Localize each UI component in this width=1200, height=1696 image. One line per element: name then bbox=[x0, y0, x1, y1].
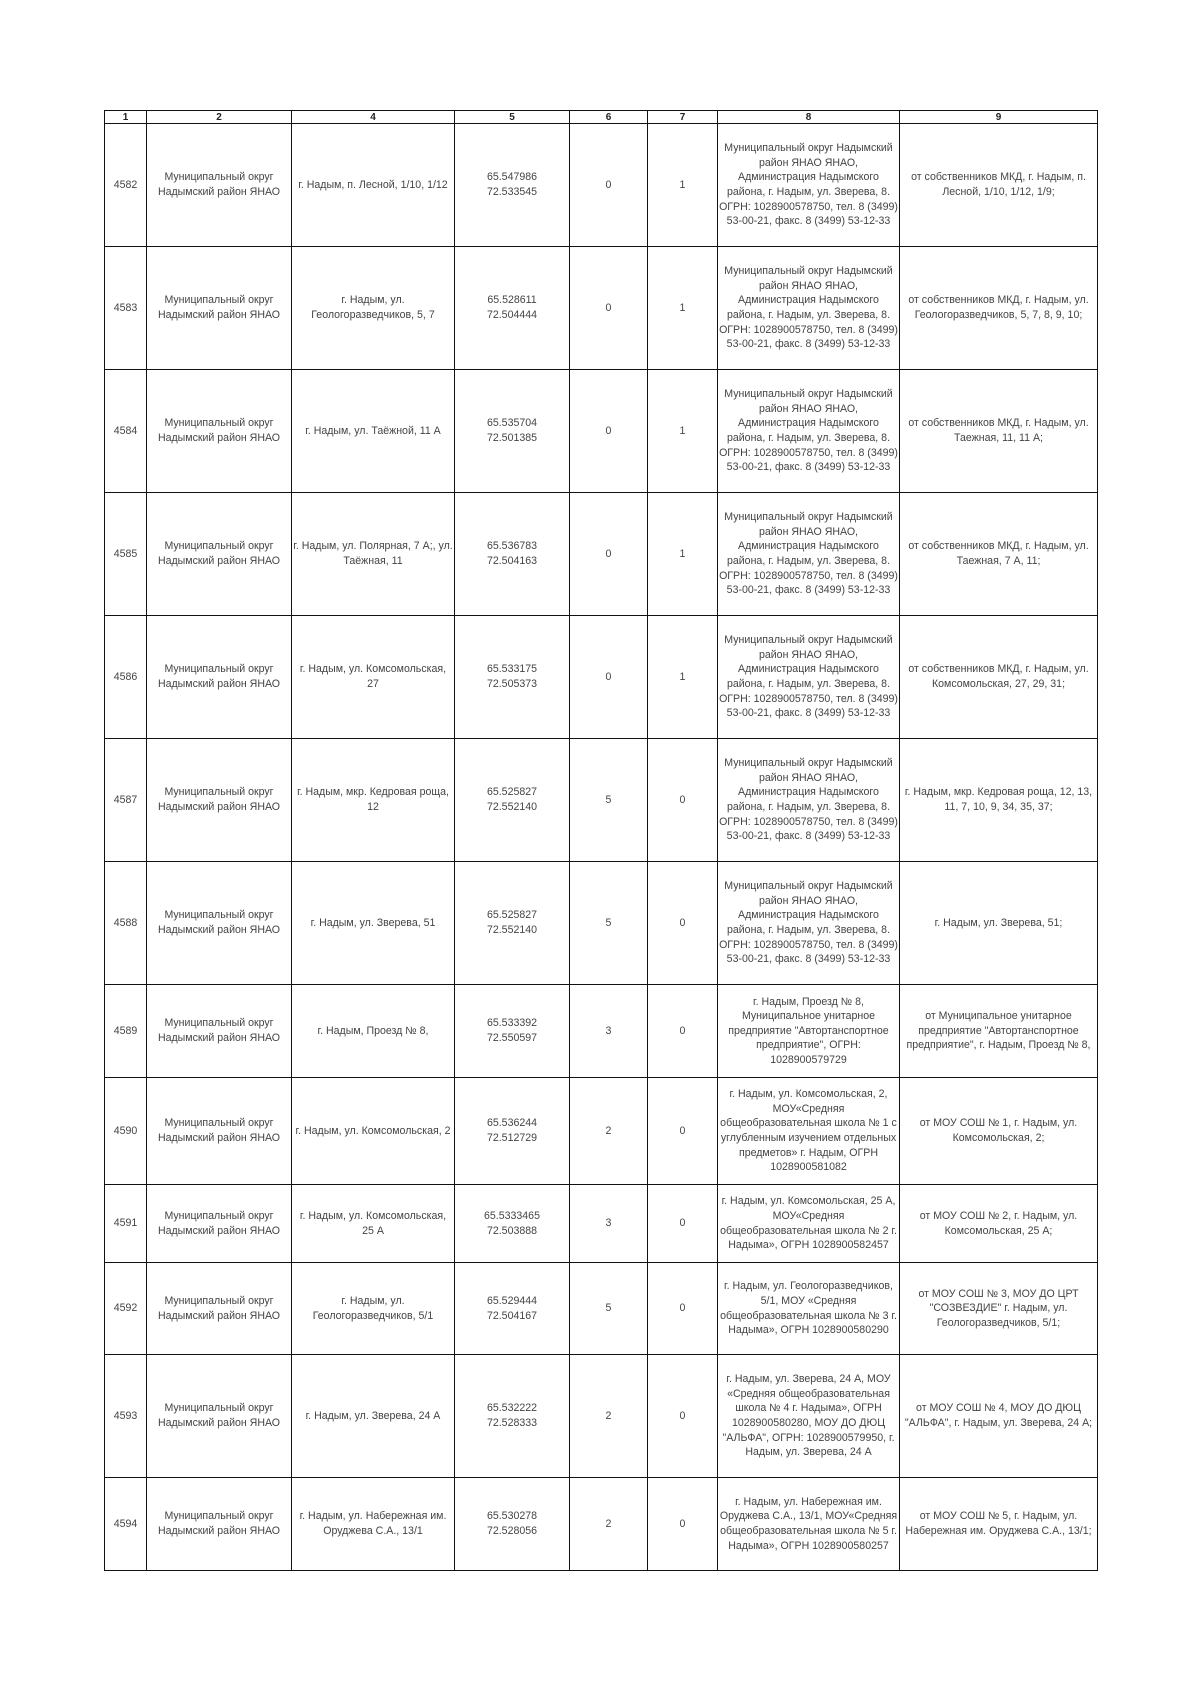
longitude-value: 72.528056 bbox=[486, 1525, 538, 1537]
table-row bbox=[105, 862, 1098, 985]
column-6-cell: 5 bbox=[570, 862, 648, 985]
latitude-value: 65.535704 bbox=[486, 417, 538, 430]
column-6-cell: 5 bbox=[570, 1263, 648, 1355]
region-cell: Муниципальный округ Надымский район ЯНАО bbox=[147, 616, 292, 739]
source-cell: от МОУ СОШ № 4, МОУ ДО ДЮЦ "АЛЬФА", г. Надым, ул. Зверева, 24 А; bbox=[900, 1355, 1098, 1478]
coordinates-cell bbox=[455, 247, 570, 370]
longitude-value: 72.504163 bbox=[486, 555, 538, 567]
column-7-cell: 0 bbox=[648, 1355, 718, 1478]
latitude-value: 65.525827 bbox=[486, 786, 538, 799]
region-cell: Муниципальный округ Надымский район ЯНАО bbox=[147, 1355, 292, 1478]
region-cell: Муниципальный округ Надымский район ЯНАО bbox=[147, 247, 292, 370]
owner-cell: г. Надым, Проезд № 8, Муниципальное унитарное предприятие "Автортанспортное предприятие", ОГРН: 1028900579729 bbox=[718, 985, 900, 1078]
owner-cell: г. Надым, ул. Комсомольская, 2, МОУ«Средняя общеобразовательная школа № 1 с углубленным изучением отдельных предметов» г. Надым, ОГРН 1028900581082 bbox=[718, 1078, 900, 1185]
coordinates-cell bbox=[455, 862, 570, 985]
region-cell: Муниципальный округ Надымский район ЯНАО bbox=[147, 124, 292, 247]
column-7-cell: 1 bbox=[648, 370, 718, 493]
owner-cell: г. Надым, ул. Зверева, 24 А, МОУ «Средняя общеобразовательная школа № 4 г. Надыма», ОГРН 1028900580280, МОУ ДО ДЮЦ "АЛЬФА", ОГРН: 1028900579950, г. Надым, ул. Зверева, 24 А bbox=[718, 1355, 900, 1478]
coordinates-cell bbox=[455, 739, 570, 862]
region-cell: Муниципальный округ Надымский район ЯНАО bbox=[147, 1185, 292, 1263]
region-cell: Муниципальный округ Надымский район ЯНАО bbox=[147, 739, 292, 862]
coordinates-cell bbox=[455, 124, 570, 247]
longitude-value: 72.552140 bbox=[486, 801, 538, 813]
table-row bbox=[105, 247, 1098, 370]
column-7-cell: 0 bbox=[648, 985, 718, 1078]
column-header: 7 bbox=[648, 111, 718, 124]
coordinates-cell bbox=[455, 1355, 570, 1478]
address-cell: г. Надым, Проезд № 8, bbox=[292, 985, 455, 1078]
address-cell: г. Надым, ул. Зверева, 24 А bbox=[292, 1355, 455, 1478]
column-7-cell: 0 bbox=[648, 862, 718, 985]
owner-cell: Муниципальный округ Надымский район ЯНАО ЯНАО, Администрация Надымского района, г. Надым, ул. Зверева, 8. ОГРН: 1028900578750, тел. 8 (3499) 53-00-21, факс. 8 (3499) 53-12-33 bbox=[718, 247, 900, 370]
owner-cell: г. Надым, ул. Набережная им. Оруджева С.А., 13/1, МОУ«Средняя общеобразовательная школа № 5 г. Надыма», ОГРН 1028900580257 bbox=[718, 1478, 900, 1571]
coordinates-cell bbox=[455, 1185, 570, 1263]
table-row bbox=[105, 493, 1098, 616]
column-7-cell: 0 bbox=[648, 1078, 718, 1185]
latitude-value: 65.536783 bbox=[486, 540, 538, 553]
record-id-cell: 4587 bbox=[105, 739, 147, 862]
table-body bbox=[105, 124, 1098, 1571]
address-cell: г. Надым, ул. Полярная, 7 А;, ул. Таёжная, 11 bbox=[292, 493, 455, 616]
column-7-cell: 1 bbox=[648, 247, 718, 370]
longitude-value: 72.552140 bbox=[486, 924, 538, 936]
latitude-value: 65.532222 bbox=[486, 1402, 538, 1415]
address-cell: г. Надым, ул. Таёжной, 11 А bbox=[292, 370, 455, 493]
latitude-value: 65.529444 bbox=[486, 1294, 538, 1307]
record-id-cell: 4584 bbox=[105, 370, 147, 493]
column-6-cell: 0 bbox=[570, 124, 648, 247]
longitude-value: 72.550597 bbox=[486, 1032, 538, 1044]
column-6-cell: 0 bbox=[570, 493, 648, 616]
column-number-row bbox=[105, 111, 1098, 124]
region-cell: Муниципальный округ Надымский район ЯНАО bbox=[147, 370, 292, 493]
longitude-value: 72.503888 bbox=[486, 1224, 538, 1237]
source-cell: от МОУ СОШ № 5, г. Надым, ул. Набережная им. Оруджева С.А., 13/1; bbox=[900, 1478, 1098, 1571]
column-header: 1 bbox=[105, 111, 147, 124]
longitude-value: 72.504167 bbox=[486, 1309, 538, 1322]
latitude-value: 65.533392 bbox=[486, 1017, 538, 1030]
source-cell: от МОУ СОШ № 1, г. Надым, ул. Комсомольская, 2; bbox=[900, 1078, 1098, 1185]
latitude-value: 65.530278 bbox=[486, 1510, 538, 1523]
record-id-cell: 4591 bbox=[105, 1185, 147, 1263]
longitude-value: 72.504444 bbox=[486, 309, 538, 321]
table-row bbox=[105, 1263, 1098, 1355]
column-6-cell: 3 bbox=[570, 1185, 648, 1263]
region-cell: Муниципальный округ Надымский район ЯНАО bbox=[147, 862, 292, 985]
source-cell: г. Надым, ул. Зверева, 51; bbox=[900, 862, 1098, 985]
column-7-cell: 0 bbox=[648, 1185, 718, 1263]
column-header: 8 bbox=[718, 111, 900, 124]
region-cell: Муниципальный округ Надымский район ЯНАО bbox=[147, 1078, 292, 1185]
coordinates-cell bbox=[455, 616, 570, 739]
region-cell: Муниципальный округ Надымский район ЯНАО bbox=[147, 1478, 292, 1571]
longitude-value: 72.501385 bbox=[486, 432, 538, 444]
address-cell: г. Надым, ул. Комсомольская, 2 bbox=[292, 1078, 455, 1185]
owner-cell: Муниципальный округ Надымский район ЯНАО ЯНАО, Администрация Надымского района, г. Надым, ул. Зверева, 8. ОГРН: 1028900578750, тел. 8 (3499) 53-00-21, факс. 8 (3499) 53-12-33 bbox=[718, 493, 900, 616]
record-id-cell: 4583 bbox=[105, 247, 147, 370]
table-row bbox=[105, 124, 1098, 247]
longitude-value: 72.528333 bbox=[486, 1417, 538, 1429]
table-row bbox=[105, 1478, 1098, 1571]
owner-cell: Муниципальный округ Надымский район ЯНАО ЯНАО, Администрация Надымского района, г. Надым, ул. Зверева, 8. ОГРН: 1028900578750, тел. 8 (3499) 53-00-21, факс. 8 (3499) 53-12-33 bbox=[718, 862, 900, 985]
column-6-cell: 2 bbox=[570, 1355, 648, 1478]
longitude-value: 72.505373 bbox=[486, 678, 538, 690]
address-cell: г. Надым, ул. Геологоразведчиков, 5/1 bbox=[292, 1263, 455, 1355]
column-7-cell: 1 bbox=[648, 124, 718, 247]
coordinates-cell bbox=[455, 493, 570, 616]
column-6-cell: 5 bbox=[570, 739, 648, 862]
record-id-cell: 4593 bbox=[105, 1355, 147, 1478]
source-cell: г. Надым, мкр. Кедровая роща, 12, 13, 11, 7, 10, 9, 34, 35, 37; bbox=[900, 739, 1098, 862]
record-id-cell: 4589 bbox=[105, 985, 147, 1078]
latitude-value: 65.528611 bbox=[487, 294, 537, 307]
table-row bbox=[105, 616, 1098, 739]
column-7-cell: 1 bbox=[648, 493, 718, 616]
address-cell: г. Надым, ул. Геологоразведчиков, 5, 7 bbox=[292, 247, 455, 370]
column-6-cell: 2 bbox=[570, 1078, 648, 1185]
source-cell: от собственников МКД, г. Надым, ул. Таежная, 11, 11 А; bbox=[900, 370, 1098, 493]
column-6-cell: 3 bbox=[570, 985, 648, 1078]
coordinates-cell bbox=[455, 985, 570, 1078]
latitude-value: 65.5333465 bbox=[484, 1209, 540, 1222]
column-7-cell: 0 bbox=[648, 739, 718, 862]
record-id-cell: 4588 bbox=[105, 862, 147, 985]
source-cell: от МОУ СОШ № 2, г. Надым, ул. Комсомольская, 25 А; bbox=[900, 1185, 1098, 1263]
record-id-cell: 4590 bbox=[105, 1078, 147, 1185]
region-cell: Муниципальный округ Надымский район ЯНАО bbox=[147, 1263, 292, 1355]
address-cell: г. Надым, ул. Комсомольская, 25 А bbox=[292, 1185, 455, 1263]
registry-table bbox=[104, 110, 1098, 1571]
latitude-value: 65.547986 bbox=[486, 171, 538, 184]
column-7-cell: 0 bbox=[648, 1478, 718, 1571]
column-7-cell: 1 bbox=[648, 616, 718, 739]
source-cell: от собственников МКД, г. Надым, ул. Геологоразведчиков, 5, 7, 8, 9, 10; bbox=[900, 247, 1098, 370]
latitude-value: 65.525827 bbox=[486, 909, 538, 922]
source-cell: от собственников МКД, г. Надым, ул. Комсомольская, 27, 29, 31; bbox=[900, 616, 1098, 739]
table-row bbox=[105, 1185, 1098, 1263]
coordinates-cell bbox=[455, 1478, 570, 1571]
column-7-cell: 0 bbox=[648, 1263, 718, 1355]
column-6-cell: 0 bbox=[570, 247, 648, 370]
table-row bbox=[105, 985, 1098, 1078]
owner-cell: Муниципальный округ Надымский район ЯНАО ЯНАО, Администрация Надымского района, г. Надым, ул. Зверева, 8. ОГРН: 1028900578750, тел. 8 (3499) 53-00-21, факс. 8 (3499) 53-12-33 bbox=[718, 739, 900, 862]
table-row bbox=[105, 1078, 1098, 1185]
latitude-value: 65.536244 bbox=[486, 1117, 538, 1130]
column-6-cell: 0 bbox=[570, 616, 648, 739]
source-cell: от собственников МКД, г. Надым, п. Лесной, 1/10, 1/12, 1/9; bbox=[900, 124, 1098, 247]
record-id-cell: 4592 bbox=[105, 1263, 147, 1355]
address-cell: г. Надым, п. Лесной, 1/10, 1/12 bbox=[292, 124, 455, 247]
owner-cell: г. Надым, ул. Геологоразведчиков, 5/1, МОУ «Средняя общеобразовательная школа № 3 г. Надыма», ОГРН 1028900580290 bbox=[718, 1263, 900, 1355]
column-header: 2 bbox=[147, 111, 292, 124]
column-header: 5 bbox=[455, 111, 570, 124]
region-cell: Муниципальный округ Надымский район ЯНАО bbox=[147, 493, 292, 616]
source-cell: от собственников МКД, г. Надым, ул. Таежная, 7 А, 11; bbox=[900, 493, 1098, 616]
column-6-cell: 2 bbox=[570, 1478, 648, 1571]
source-cell: от МОУ СОШ № 3, МОУ ДО ЦРТ "СОЗВЕЗДИЕ" г. Надым, ул. Геологоразведчиков, 5/1; bbox=[900, 1263, 1098, 1355]
coordinates-cell bbox=[455, 370, 570, 493]
owner-cell: Муниципальный округ Надымский район ЯНАО ЯНАО, Администрация Надымского района, г. Надым, ул. Зверева, 8. ОГРН: 1028900578750, тел. 8 (3499) 53-00-21, факс. 8 (3499) 53-12-33 bbox=[718, 370, 900, 493]
owner-cell: Муниципальный округ Надымский район ЯНАО ЯНАО, Администрация Надымского района, г. Надым, ул. Зверева, 8. ОГРН: 1028900578750, тел. 8 (3499) 53-00-21, факс. 8 (3499) 53-12-33 bbox=[718, 124, 900, 247]
source-cell: от Муниципальное унитарное предприятие "Автортанспортное предприятие", г. Надым, Проезд № 8, bbox=[900, 985, 1098, 1078]
region-cell: Муниципальный округ Надымский район ЯНАО bbox=[147, 985, 292, 1078]
longitude-value: 72.512729 bbox=[486, 1132, 538, 1144]
table-row bbox=[105, 739, 1098, 862]
column-header: 9 bbox=[900, 111, 1098, 124]
record-id-cell: 4586 bbox=[105, 616, 147, 739]
address-cell: г. Надым, мкр. Кедровая роща, 12 bbox=[292, 739, 455, 862]
record-id-cell: 4582 bbox=[105, 124, 147, 247]
owner-cell: Муниципальный округ Надымский район ЯНАО ЯНАО, Администрация Надымского района, г. Надым, ул. Зверева, 8. ОГРН: 1028900578750, тел. 8 (3499) 53-00-21, факс. 8 (3499) 53-12-33 bbox=[718, 616, 900, 739]
column-header: 4 bbox=[292, 111, 455, 124]
address-cell: г. Надым, ул. Комсомольская, 27 bbox=[292, 616, 455, 739]
column-header: 6 bbox=[570, 111, 648, 124]
address-cell: г. Надым, ул. Набережная им. Оруджева С.А., 13/1 bbox=[292, 1478, 455, 1571]
address-cell: г. Надым, ул. Зверева, 51 bbox=[292, 862, 455, 985]
latitude-value: 65.533175 bbox=[486, 663, 538, 676]
table-row bbox=[105, 1355, 1098, 1478]
record-id-cell: 4585 bbox=[105, 493, 147, 616]
record-id-cell: 4594 bbox=[105, 1478, 147, 1571]
table-row bbox=[105, 370, 1098, 493]
coordinates-cell bbox=[455, 1078, 570, 1185]
longitude-value: 72.533545 bbox=[486, 186, 538, 198]
column-6-cell: 0 bbox=[570, 370, 648, 493]
owner-cell: г. Надым, ул. Комсомольская, 25 А, МОУ«Средняя общеобразовательная школа № 2 г. Надыма», ОГРН 1028900582457 bbox=[718, 1185, 900, 1263]
coordinates-cell bbox=[455, 1263, 570, 1355]
